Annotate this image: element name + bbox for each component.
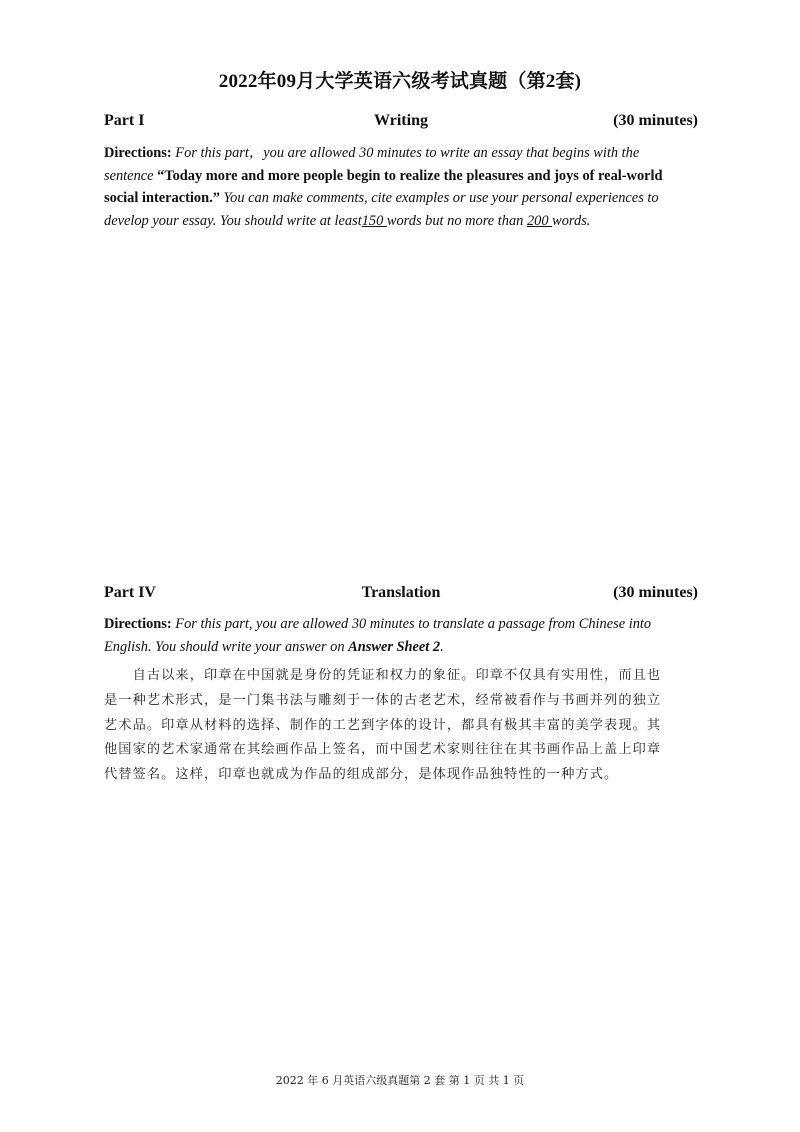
part1-directions-line-1 [104, 142, 700, 165]
passage-line: 代替签名。这样，印章也就成为作品的组成部分，是体现作品独特性的一种方式。 [104, 767, 619, 783]
part4-time: (30 minutes) [613, 584, 698, 601]
part4-section-name: Translation [361, 584, 441, 601]
part1-max-words: 200 [526, 212, 553, 229]
part1-directions-text-4b: words but no more than [386, 212, 527, 229]
part4-directions-line-2 [104, 636, 700, 659]
part4-directions-text-2-end: . [440, 638, 444, 655]
part1-header [104, 112, 698, 136]
passage-line: 是一种艺术形式，是一门集书法与雕刻于一体的古老艺术，经常被看作与书画并列的独立 [104, 692, 662, 708]
part4-directions [104, 613, 700, 658]
part1-directions-text-3: You can make comments, cite examples or use your personal experiences to [219, 190, 659, 206]
part4-directions-text-2: English. You should write your answer on [104, 638, 349, 655]
part1-essay-prompt-1: “Today more and more people begin to realize the pleasures and joys of real-world [157, 167, 663, 184]
part1-directions-label: Directions: [104, 145, 172, 161]
part1-directions-text-2: sentence [104, 167, 158, 184]
part4-directions-label: Directions: [104, 616, 172, 632]
translation-passage [104, 664, 700, 788]
part1-min-words: 150 [361, 212, 387, 229]
part1-directions [104, 142, 700, 232]
part4-label: Part IV [104, 584, 156, 601]
part1-label: Part I [104, 112, 145, 129]
part1-directions-text-1: For this part，you are allowed 30 minutes to write an essay that begins with the [175, 145, 640, 161]
part4-directions-text-1: For this part, you are allowed 30 minutes to translate a passage from Chinese into [175, 616, 652, 632]
part4-header [104, 584, 698, 608]
part1-essay-prompt-2: social interaction.” [104, 190, 220, 206]
part1-section-name: Writing [374, 112, 428, 129]
passage-line: 自古以来，印章在中国就是身份的凭证和权力的象征。印章不仅具有实用性，而且也 [104, 668, 662, 683]
part4-directions-line-1 [104, 613, 700, 636]
part1-directions-line-4 [104, 210, 700, 233]
passage-line: 他国家的艺术家通常在其绘画作品上签名，而中国艺术家则往往在其书画作品上盖上印章 [104, 742, 662, 758]
part1-directions-text-4c: words. [552, 212, 591, 229]
page-footer: 2022 年 6 月英语六级真题第 2 套 第 1 页 共 1 页 [275, 1074, 525, 1087]
part1-directions-line-3 [104, 187, 700, 210]
part1-time: (30 minutes) [613, 112, 698, 129]
part1-directions-text-4a: develop your essay. You should write at least [104, 212, 362, 229]
passage-line: 艺术品。印章从材料的选择、制作的工艺到字体的设计，都具有极其丰富的美学表现。其 [104, 717, 662, 733]
page-title: 2022年09月大学英语六级考试真题（第2套) [218, 71, 582, 92]
part1-directions-line-2 [104, 165, 700, 188]
part4-answer-sheet: Answer Sheet 2 [348, 638, 441, 655]
